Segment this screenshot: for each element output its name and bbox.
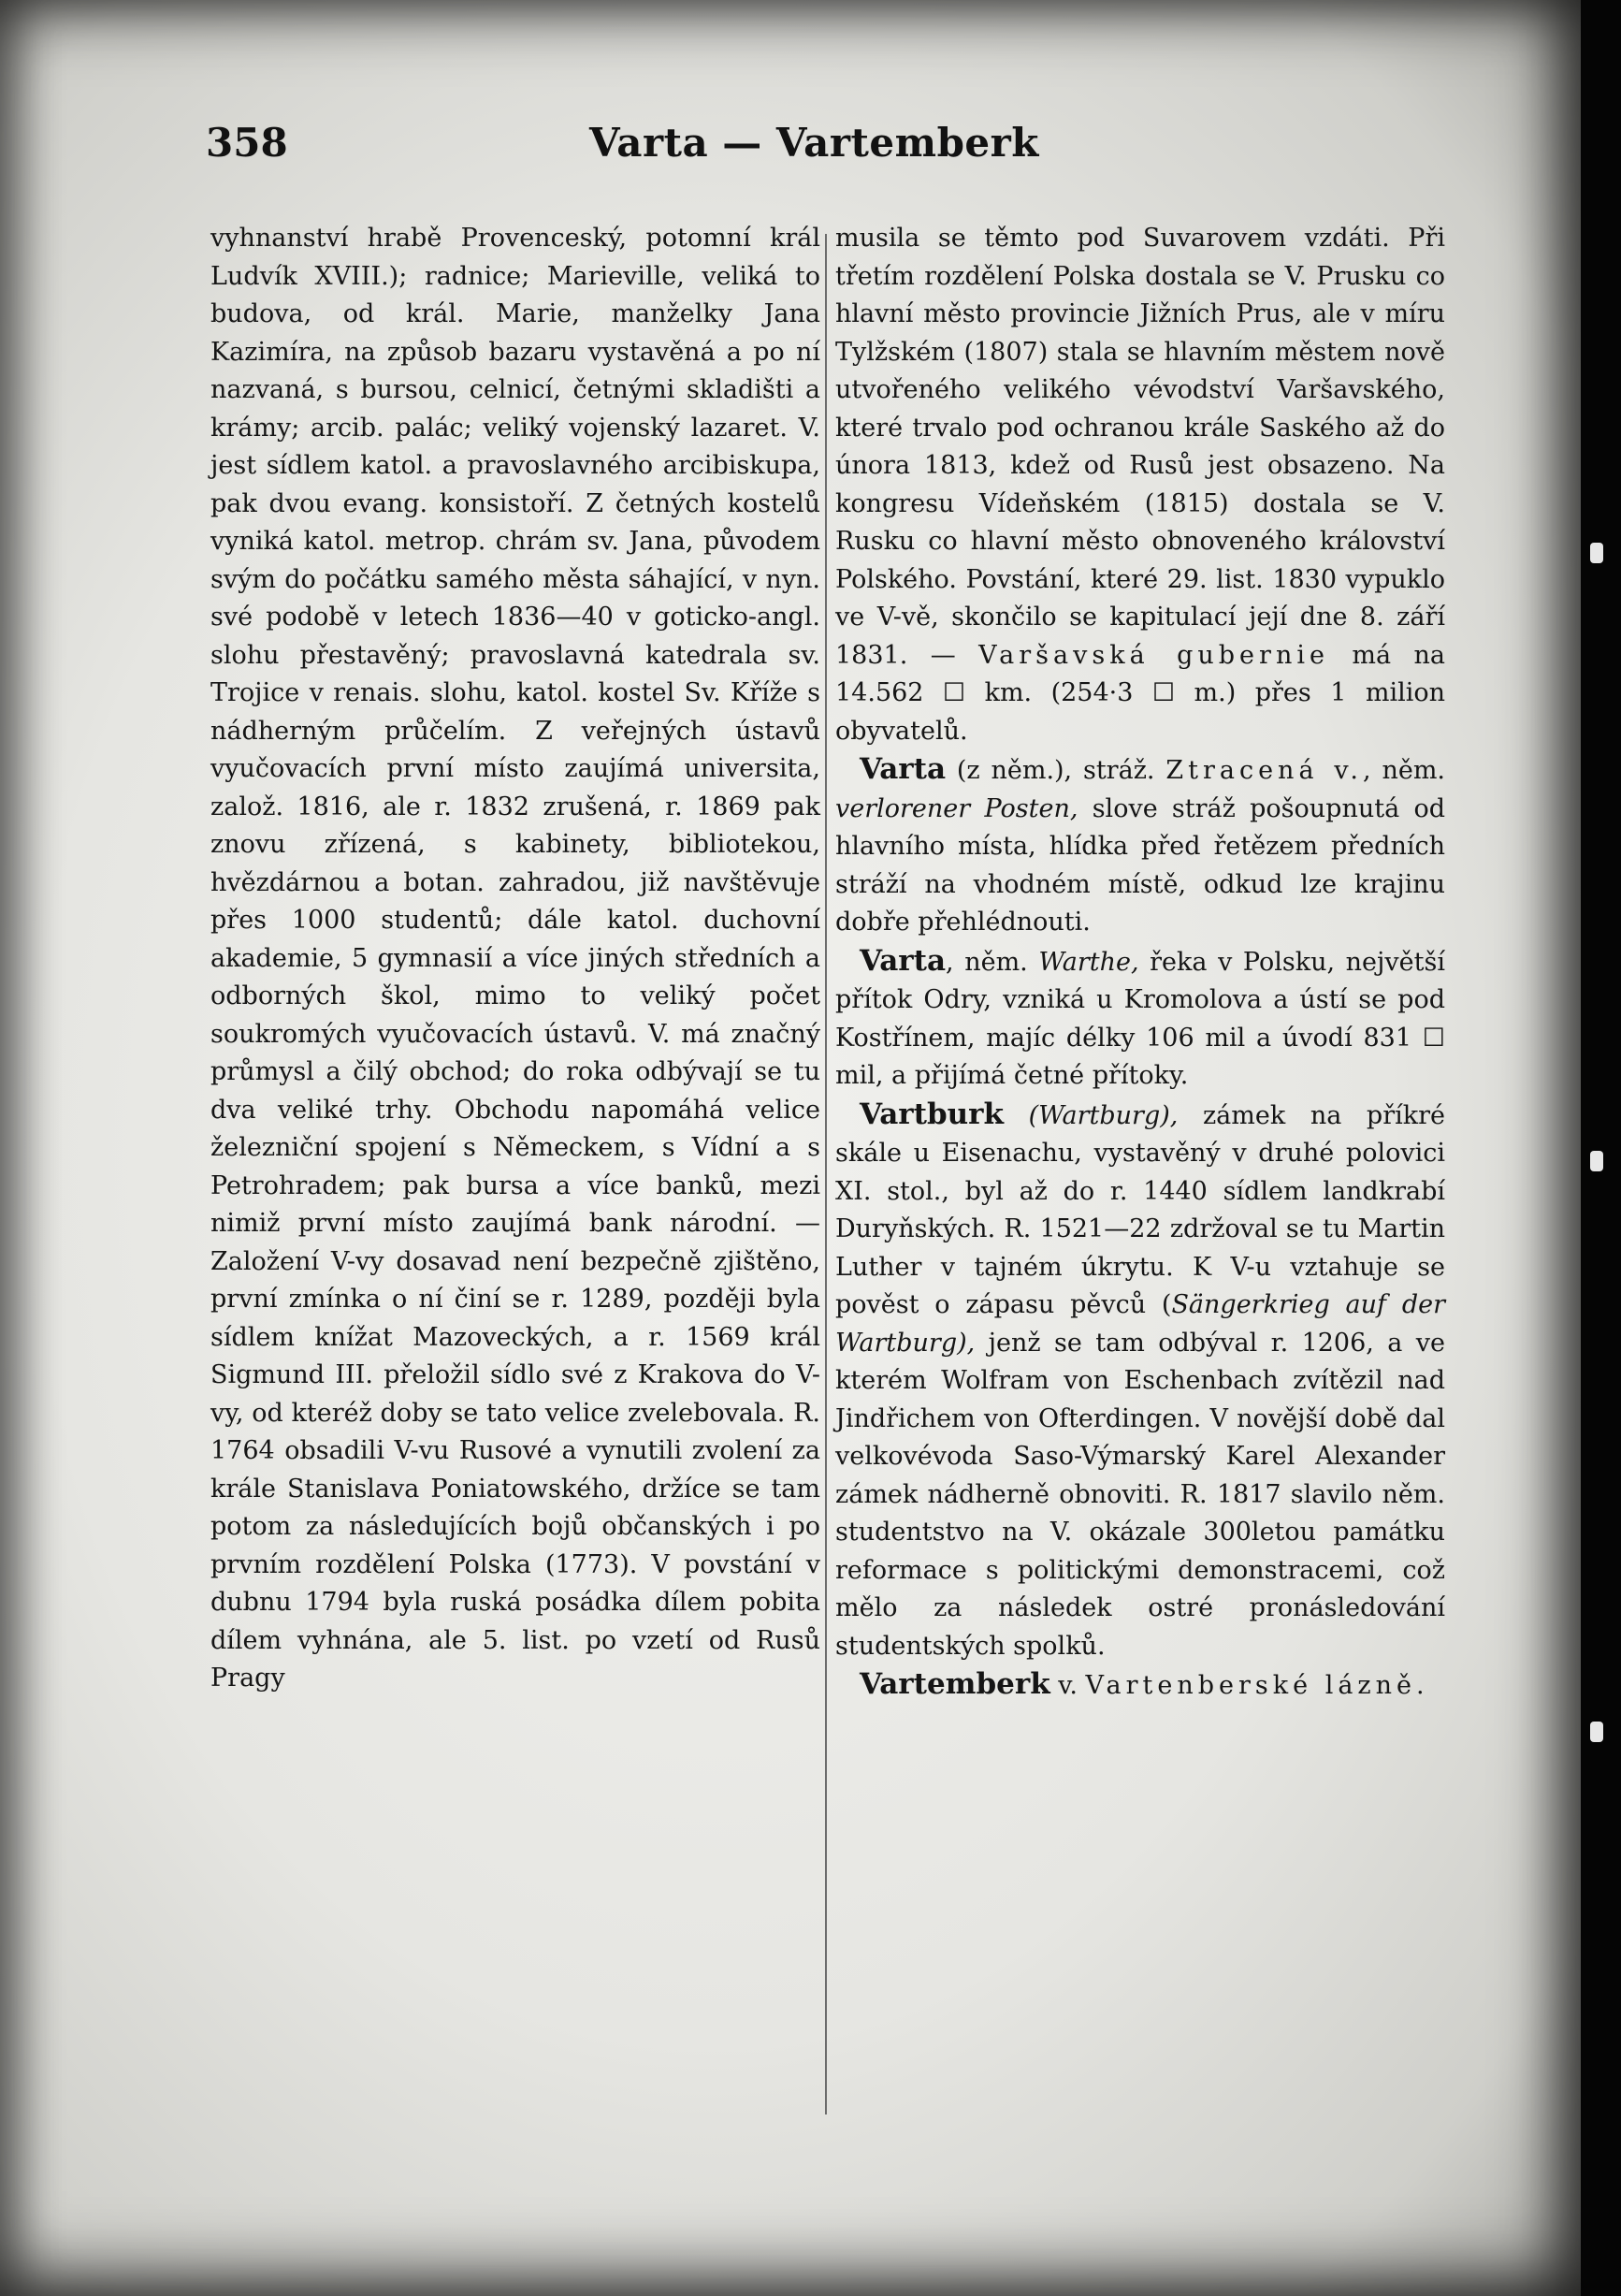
emphasized-term: Vartenberské lázně. — [1085, 1671, 1429, 1700]
text-segment: jenž se tam odbýval r. 1206, a ve kterém Wolfram von Eschenbach zvítězil nad Jindřichem von Ofterdingen. V novější době dal velkovévoda Saso-Výmarský Karel Alexander zámek nádherně obnoviti. R. 1817 slavilo něm. studentstvo na V. okázale 300letou památku reformace s politickými demonstracemi, což mělo za následek ostré pronásledování studentských spolků. — [835, 1328, 1445, 1661]
entry-varta-guard — [835, 750, 1445, 942]
page-header — [196, 120, 1440, 178]
left-column — [210, 220, 820, 1698]
headword: Vartburk — [860, 1097, 1004, 1131]
emphasized-term: Varšavská gubernie — [978, 640, 1329, 670]
entry-vartburk — [835, 1096, 1445, 1666]
text-segment: zámek na příkré skále u Eisenachu, vystavěný v druhé polovici XI. stol., byl až do r. 1440 sídlem landkrabí Duryňských. R. 1521—22 zdržoval se tu Martin Luther v tajném úkrytu. K V-u vztahuje se pověst o zápasu pěvců ( — [835, 1100, 1445, 1319]
text-segment: musila se těmto pod Suvarovem vzdáti. Při třetím rozdělení Polska dostala se V. Prusku co hlavní město provincie Jižních Prus, ale v míru Tylžském (1807) stala se hlavním městem nově utvořeného velikého vévodství Varšavského, které trvalo pod ochranou krále Saského až do února 1813, kdež od Rusů jest obsazeno. Na kongresu Vídeňském (1815) dostala se V. Rusku co hlavní město obnoveného království Polského. Povstání, které 29. list. 1830 vypuklo ve V-vě, skončilo se kapitulací její dne 8. září 1831. — — [835, 224, 1445, 670]
text-segment: řeka v Polsku, největší přítok Odry, vzniká u Kromolova a ústí se pod Kostřínem, majíc délky 106 mil a úvodí 831 ☐ mil, a přijímá četné přítoky. — [835, 947, 1445, 1090]
text-segment: , něm. — [1363, 756, 1446, 785]
italic-term: Warthe, — [1038, 947, 1139, 977]
scan-mark — [1590, 1722, 1603, 1742]
scan-edge — [1581, 0, 1621, 2296]
paragraph-left-continuation: vyhnanství hrabě Provenceský, potomní král Ludvík XVIII.); radnice; Marieville, veliká to budova, od král. Marie, manželky Jana Kazimíra, na způsob bazaru vystavěná a po ní nazvaná, s bursou, celnicí, četnými skladišti a krámy; arcib. palác; veliký vojenský lazaret. V. jest sídlem katol. a pravoslavného arcibiskupa, pak dvou evang. konsistoří. Z četných kostelů vyniká katol. metrop. chrám sv. Jana, původem svým do počátku samého města sáhající, v nyn. své podobě v letech 1836—40 v goticko-angl. slohu přestavěný; pravoslavná katedrala sv. Trojice v renais. slohu, katol. kostel Sv. Kříže s nádherným průčelím. Z veřejných ústavů vyučovacích první místo zaujímá universita, založ. 1816, ale r. 1832 zrušená, r. 1869 pak znovu zřízená, s kabinety, bibliotekou, hvězdárnou a botan. zahradou, již navštěvuje přes 1000 studentů; dále katol. duchovní akademie, 5 gymnasií a více jiných středních a odborných škol, mimo to veliký počet soukromých vyučovacích ústavů. V. má značný průmysl a čilý obchod; do roka odbývají se tu dva veliké trhy. Obchodu napomáhá velice železniční spojení s Německem, s Vídní a s Petrohradem; pak bursa a více banků, mezi nimiž první místo zaujímá bank národní. — Založení V-vy dosavad není bezpečně zjištěno, první zmínka o ní činí se r. 1289, později byla sídlem knížat Mazoveckých, a r. 1569 král Sigmund III. přeložil sídlo své z Krakova do V-vy, od kteréž doby se tato velice zvelebovala. R. 1764 obsadili V-vu Rusové a vynutili zvolení za krále Stanislava Poniatowského, držíce se tam potom za následujících bojů občanských i po prvním rozdělení Polska (1773). V povstání v dubnu 1794 byla ruská posádka dílem pobita dílem vyhnána, ale 5. list. po vzetí od Rusů Pragy — [210, 224, 820, 1693]
column-divider — [825, 234, 827, 2114]
running-title: Varta — Vartemberk — [589, 120, 1039, 166]
headword: Varta — [860, 943, 947, 978]
entry-varta-river — [835, 942, 1445, 1096]
scan-mark — [1590, 1151, 1603, 1171]
text-segment: v. — [1049, 1671, 1086, 1700]
text-segment: (z něm.), stráž. — [946, 756, 1166, 785]
right-column — [835, 220, 1445, 1706]
page-number: 358 — [206, 120, 288, 166]
text-segment: má na 14.562 ☐ km. (254·3 ☐ m.) přes 1 milion obyvatelů. — [835, 640, 1445, 746]
italic-term: (Wartburg), — [1003, 1100, 1179, 1130]
headword: Varta — [860, 752, 947, 786]
headword: Vartemberk — [860, 1667, 1050, 1701]
text-segment: , něm. — [946, 947, 1039, 977]
italic-term: verlorener Posten, — [835, 793, 1078, 823]
entry-vartemberk — [835, 1665, 1445, 1706]
text-segment: slove stráž pošoupnutá od hlavního místa, hlídka před řetězem předních stráží na vhodném místě, odkud lze krajinu dobře přehlédnouti. — [835, 793, 1445, 937]
emphasized-term: Ztracená v. — [1165, 756, 1364, 785]
paragraph-warsaw-history — [835, 220, 1445, 750]
italic-term: Sängerkrieg auf der Wartburg), — [835, 1290, 1445, 1358]
scan-mark — [1590, 543, 1603, 563]
